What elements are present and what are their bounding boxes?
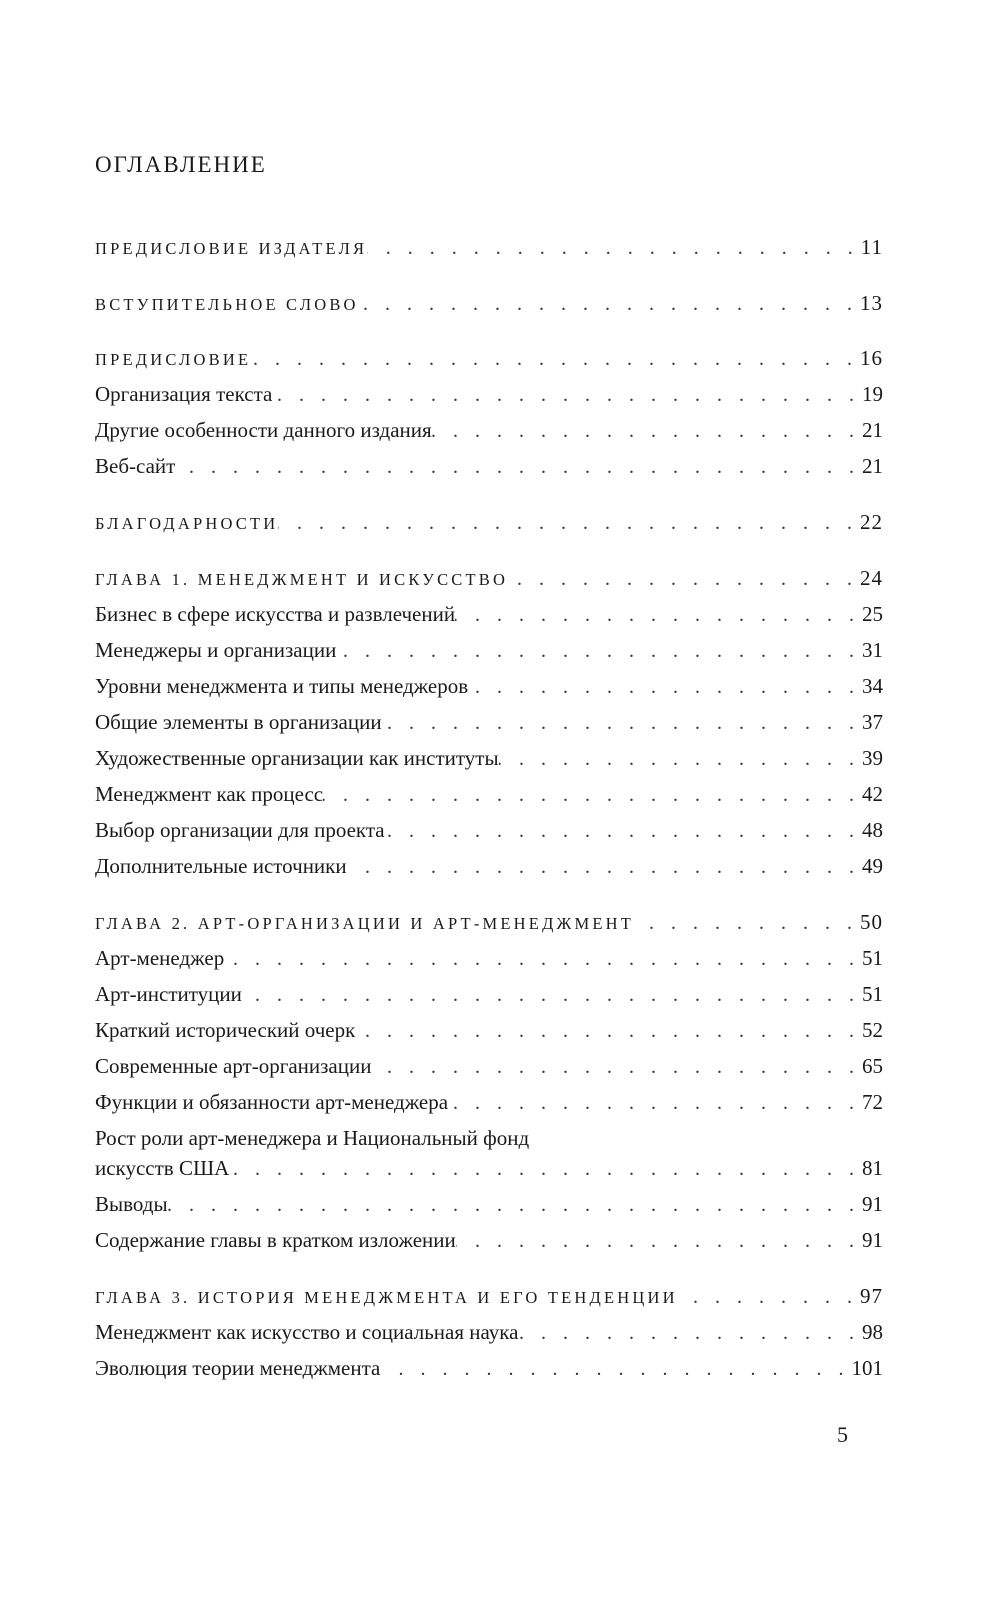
toc-entry[interactable] <box>95 235 883 265</box>
toc-entry[interactable] <box>95 1156 883 1186</box>
toc-entry-page: 25 <box>862 602 883 626</box>
toc-leader-dots <box>359 293 858 316</box>
toc-entry-page: 72 <box>862 1090 883 1114</box>
page-number: 5 <box>837 1422 848 1447</box>
toc-entry-title: Краткий исторический очерк <box>95 1018 356 1042</box>
toc-leader-dots <box>175 456 860 479</box>
toc-entry-page: 19 <box>862 382 883 406</box>
toc-leader-dots <box>336 640 860 663</box>
toc-entry-title: ВСТУПИТЕЛЬНОЕ СЛОВО <box>95 295 359 314</box>
toc-leader-dots <box>272 384 860 407</box>
toc-leader-dots <box>323 784 860 807</box>
toc-entry-title: Содержание главы в кратком изложении <box>95 1228 456 1252</box>
toc-entry-title: ГЛАВА 3. ИСТОРИЯ МЕНЕДЖМЕНТА И ЕГО ТЕНДЕНЦИИ <box>95 1288 678 1307</box>
toc-entry[interactable] <box>95 746 883 776</box>
toc-entry-title: Уровни менеджмента и типы менеджеров <box>95 674 469 698</box>
toc-leader-dots <box>508 568 858 591</box>
toc-leader-dots <box>347 856 860 879</box>
toc-entry-title: Функции и обязанности арт-менеджера <box>95 1090 449 1114</box>
toc-leader-dots <box>455 604 860 627</box>
toc-entry-page: 16 <box>860 346 883 370</box>
toc-entry[interactable] <box>95 638 883 668</box>
toc-leader-dots <box>224 948 860 971</box>
toc-leader-dots <box>229 1158 860 1181</box>
toc-leader-dots <box>518 1322 860 1345</box>
toc-entry-title: ПРЕДИСЛОВИЕ ИЗДАТЕЛЯ <box>95 239 368 258</box>
toc-entry-page: 91 <box>862 1192 883 1216</box>
toc-entry-title: Арт-менеджер <box>95 946 225 970</box>
toc-leader-dots <box>168 1194 860 1217</box>
toc-entry[interactable] <box>95 1090 883 1120</box>
toc-entry-title: ПРЕДИСЛОВИЕ <box>95 350 252 369</box>
toc-entry-title: Бизнес в сфере искусства и развлечений <box>95 602 456 626</box>
toc-entry[interactable] <box>95 910 883 940</box>
toc-entry[interactable] <box>95 1018 883 1048</box>
toc-entry-page: 51 <box>862 946 883 970</box>
toc-entry-page: 49 <box>862 854 883 878</box>
toc-leader-dots <box>678 1286 858 1309</box>
toc-leader-dots <box>278 512 858 535</box>
toc-entry-title: Организация текста <box>95 382 273 406</box>
toc-entry-page: 37 <box>862 710 883 734</box>
toc-entry[interactable] <box>95 674 883 704</box>
toc-entry-page: 22 <box>860 510 883 534</box>
toc-entry-title: Менеджмент как искусство и социальная наука <box>95 1320 519 1344</box>
toc-entry[interactable] <box>95 946 883 976</box>
toc-leader-dots <box>468 676 860 699</box>
toc-entry[interactable] <box>95 1228 883 1258</box>
toc-entry[interactable] <box>95 602 883 632</box>
toc-entry-page: 101 <box>851 1356 883 1380</box>
toc-leader-dots <box>355 1020 860 1043</box>
toc-entry-page: 21 <box>862 418 883 442</box>
toc-entry-title-line1: Рост роли арт-менеджера и Национальный фонд <box>95 1126 530 1150</box>
toc-entry-page: 65 <box>862 1054 883 1078</box>
toc-entry-page: 42 <box>862 782 883 806</box>
toc-entry-title: Менеджмент как процесс <box>95 782 324 806</box>
toc-leader-dots <box>242 984 860 1007</box>
toc-entry[interactable] <box>95 1356 883 1386</box>
toc-entry-title: Менеджеры и организации <box>95 638 337 662</box>
toc-entry-page: 11 <box>860 235 883 259</box>
toc-leader-dots <box>371 1056 860 1079</box>
toc-leader-dots <box>634 912 858 935</box>
toc-entry-title: искусств США <box>95 1156 230 1180</box>
toc-entry-title: Дополнительные источники <box>95 854 347 878</box>
toc-entry[interactable] <box>95 782 883 812</box>
toc-entry[interactable] <box>95 1320 883 1350</box>
toc-entry-title: ГЛАВА 2. АРТ-ОРГАНИЗАЦИИ И АРТ-МЕНЕДЖМЕНТ <box>95 914 635 933</box>
toc-leader-dots <box>367 237 859 260</box>
toc-entry[interactable] <box>95 818 883 848</box>
toc-leader-dots <box>251 348 858 371</box>
toc-leader-dots <box>385 820 860 843</box>
toc-entry-title: Арт-институции <box>95 982 242 1006</box>
toc-entry-page: 51 <box>862 982 883 1006</box>
toc-entry-title: Выводы <box>95 1192 168 1216</box>
toc-entry-page: 50 <box>860 910 883 934</box>
toc-entry-title: ГЛАВА 1. МЕНЕДЖМЕНТ И ИСКУССТВО <box>95 570 509 589</box>
toc-entry-page: 81 <box>862 1156 883 1180</box>
toc-leader-dots <box>432 420 860 443</box>
toc-entry[interactable] <box>95 982 883 1012</box>
toc-leader-dots <box>448 1092 860 1115</box>
toc-entry-page: 31 <box>862 638 883 662</box>
toc-entry-title: Современные арт-организации <box>95 1054 372 1078</box>
toc-entry-title: Выбор организации для проекта <box>95 818 385 842</box>
toc-entry-page: 24 <box>860 566 883 590</box>
toc-entry-page: 21 <box>862 454 883 478</box>
toc-entry[interactable] <box>95 1054 883 1084</box>
page-title: ОГЛАВЛЕНИЕ <box>95 152 267 177</box>
toc-entry[interactable] <box>95 710 883 740</box>
toc-entry[interactable] <box>95 854 883 884</box>
toc-entry[interactable] <box>95 566 883 596</box>
toc-entry-page: 39 <box>862 746 883 770</box>
toc-entry-title: БЛАГОДАРНОСТИ <box>95 514 279 533</box>
toc-entry[interactable] <box>95 1284 883 1314</box>
toc-entry-title: Эволюция теории менеджмента <box>95 1356 381 1380</box>
toc-leader-dots <box>456 1230 860 1253</box>
toc-entry-page: 97 <box>860 1284 883 1308</box>
toc-entry[interactable] <box>95 382 883 412</box>
toc-entry-page: 52 <box>862 1018 883 1042</box>
toc-entry-title: Веб-сайт <box>95 454 176 478</box>
toc-entry-page: 13 <box>860 291 883 315</box>
toc-entry-title: Художественные организации как институты <box>95 746 499 770</box>
toc-entry[interactable] <box>95 1192 883 1222</box>
toc-entry-title: Другие особенности данного издания <box>95 418 432 442</box>
toc-leader-dots <box>380 1358 849 1381</box>
toc-entry-title: Общие элементы в организации <box>95 710 382 734</box>
toc-entry-page: 98 <box>862 1320 883 1344</box>
toc-entry[interactable] <box>95 454 883 484</box>
toc-entry-page: 48 <box>862 818 883 842</box>
toc-entry[interactable] <box>95 291 883 321</box>
toc-entry[interactable] <box>95 418 883 448</box>
toc-entry-page: 34 <box>862 674 883 698</box>
toc-entry[interactable] <box>95 510 883 540</box>
toc-entry[interactable] <box>95 346 883 376</box>
toc-leader-dots <box>499 748 860 771</box>
toc-entry-page: 91 <box>862 1228 883 1252</box>
toc-leader-dots <box>382 712 860 735</box>
